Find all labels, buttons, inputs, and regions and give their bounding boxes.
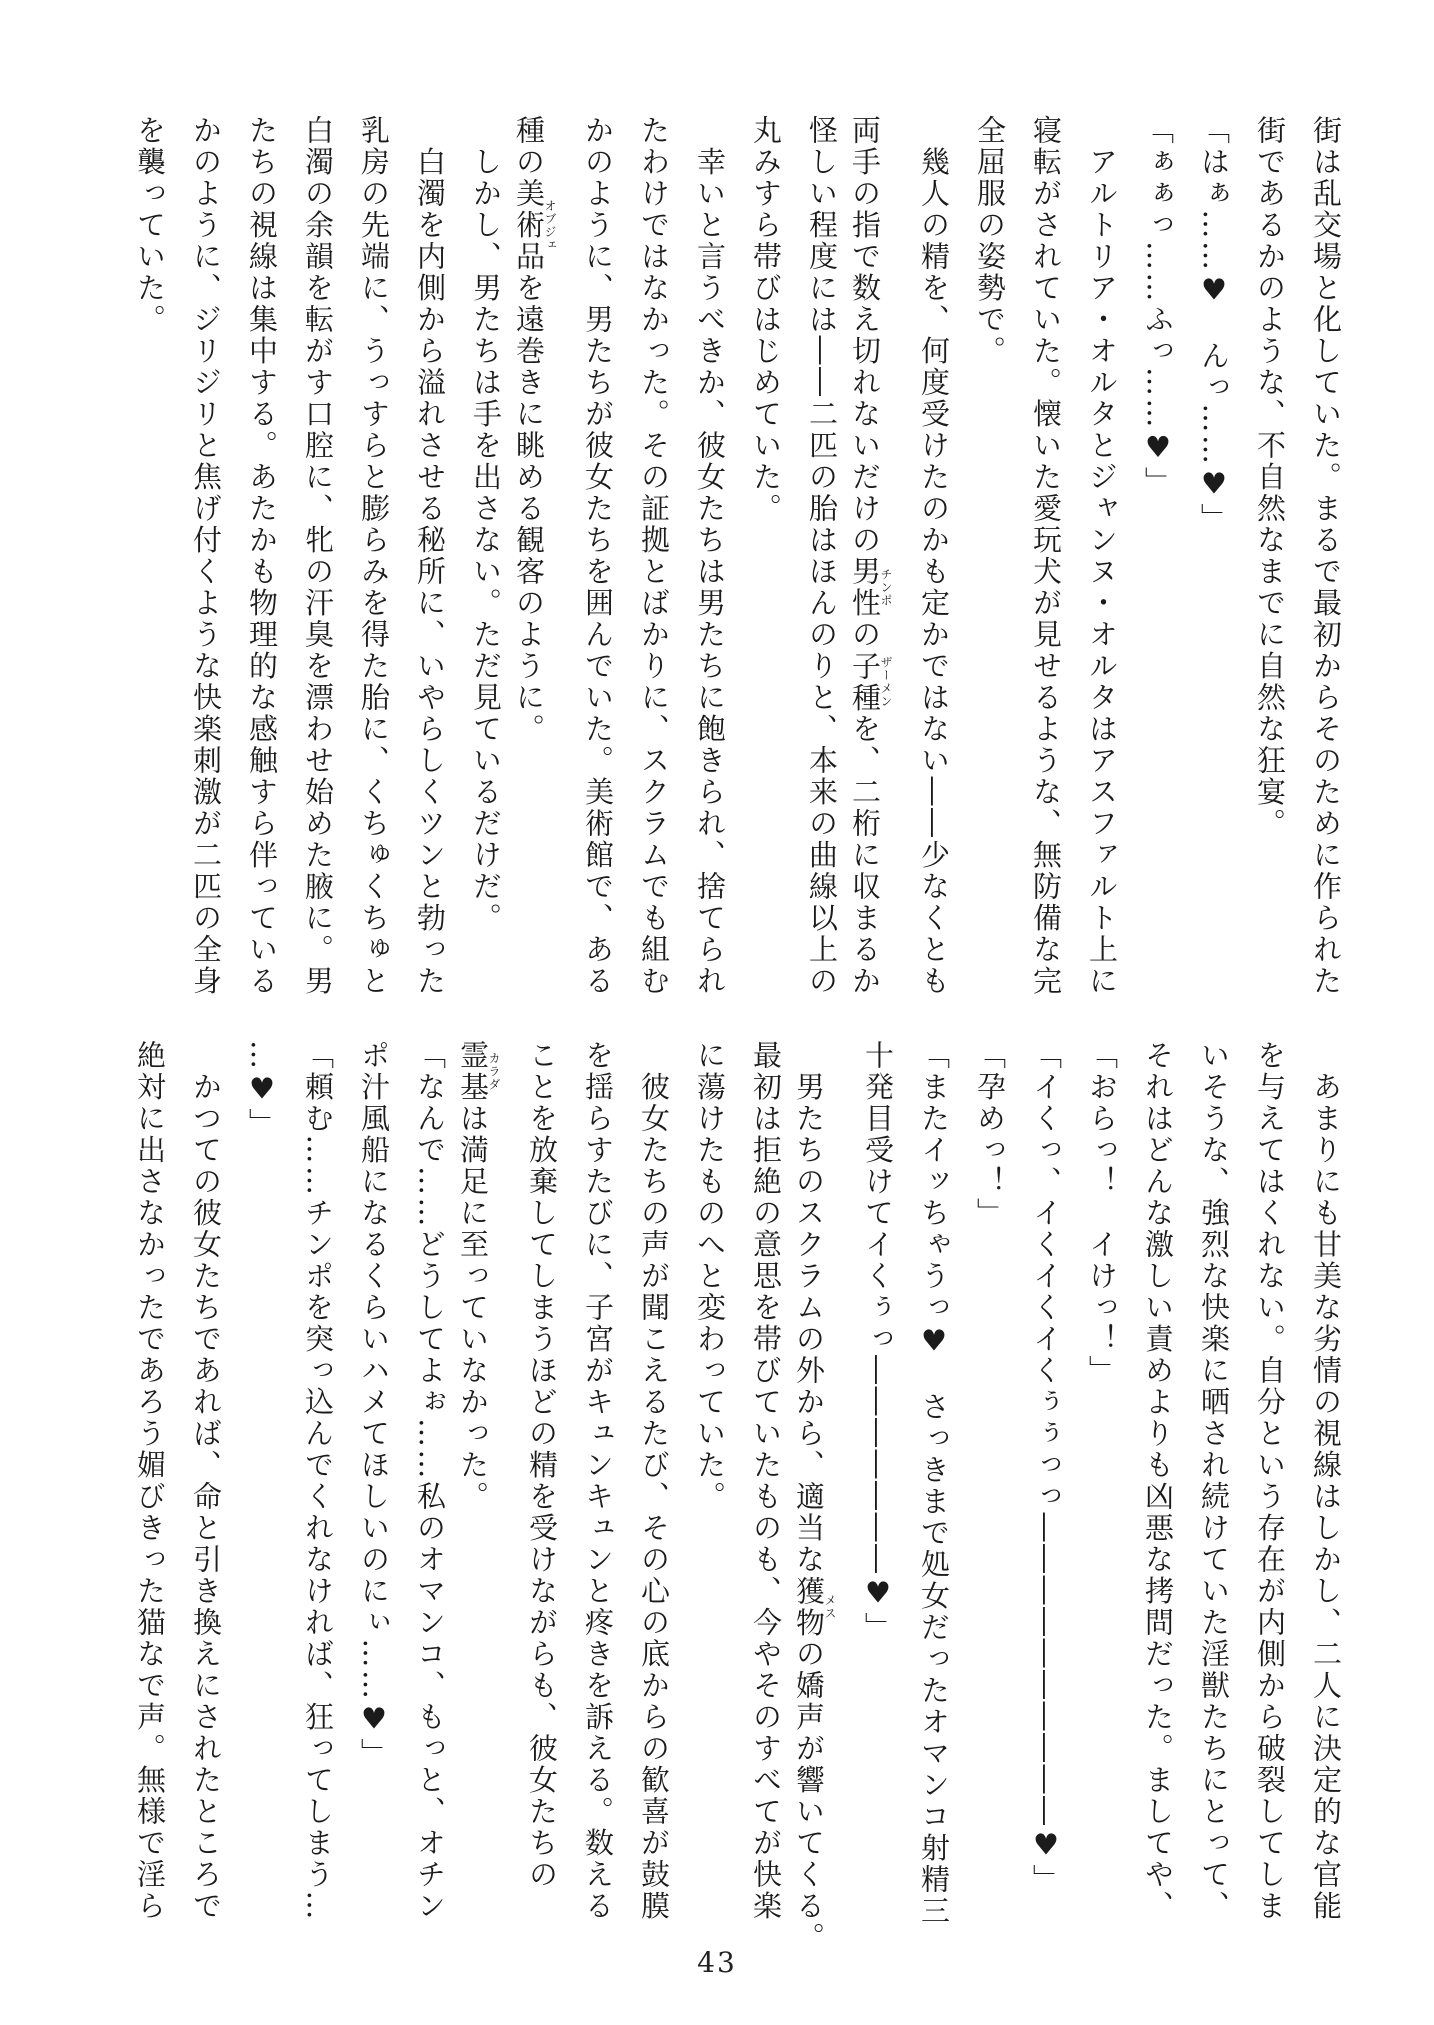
ruby-annotation: 子種ザーメン (848, 650, 893, 714)
text-column: 幸いと言うべきか、彼女たちは男たちに飽きられ、捨てられ (693, 115, 727, 997)
text-column: 白濁の余韻を転がす口腔に、牝の汗臭を漂わせ始めた腋に。男 (301, 115, 335, 997)
text-column: たわけではなかった。その証拠とばかりに、スクラムでも組む (637, 115, 671, 997)
ruby-annotation: 男性チンポ (848, 556, 893, 619)
text-column: を与えてはくれない。自分という存在が内側から破裂してしま (1253, 1040, 1287, 1922)
page-number: 43 (697, 1946, 737, 1979)
text-column: かのように、男たちが彼女たちを囲んでいた。美術館で、ある (581, 115, 615, 997)
text-column: かつての彼女たちであれば、命と引き換えにされたところで (189, 1040, 223, 1922)
text-column: 種の美術品オブジェを遠巻きに眺める観客のように。 (512, 115, 557, 745)
text-column: 「イくっ、イくイくイくぅぅっっ――――――――――♥」 (1029, 1040, 1063, 1896)
ruby-annotation: 美術品オブジェ (512, 178, 557, 273)
text-column: 「なんで……どうしてよぉ……私のオマンコ、もっと、オチン (413, 1040, 447, 1922)
text-column: それはどんな激しい責めよりも凶悪な拷問だった。ましてや、 (1141, 1040, 1175, 1922)
text-column: あまりにも甘美な劣情の視線はしかし、二人に決定的な官能 (1309, 1040, 1343, 1922)
text-column: 十発目受けてイくぅっ―――――――♥」 (861, 1040, 895, 1644)
text-column: 最初は拒絶の意思を帯びていたものも、今やそのすべてが快楽 (749, 1040, 783, 1922)
ruby-annotation: 霊基カラダ (456, 1040, 501, 1103)
text-column: 彼女たちの声が聞こえるたび、その心の底からの歓喜が鼓膜 (637, 1040, 671, 1922)
text-column: 男たちのスクラムの外から、適当な獲物メスの嬌声が響いてくる。 (792, 1040, 837, 1954)
text-column: かのように、ジリジリと焦げ付くような快楽刺激が二匹の全身 (189, 115, 223, 997)
text-column: 怪しい程度には――二匹の胎はほんのりと、本来の曲線以上の (805, 115, 839, 997)
text-column: ポ汁風船になるくらいハメてほしいのにぃ……♥」 (357, 1040, 391, 1770)
text-block-bottom (108, 1040, 1343, 1985)
text-column: たちの視線は集中する。あたかも物理的な感触すら伴っている (245, 115, 279, 997)
text-column: 「おらっ！ イけっ！」 (1085, 1040, 1119, 1387)
text-column: に蕩けたものへと変わっていた。 (693, 1040, 727, 1513)
text-column: 霊基カラダは満足に至っていなかった。 (456, 1040, 501, 1513)
text-column: ことを放棄してしまうほどの精を受けながらも、彼女たちの (525, 1040, 559, 1891)
text-column: 「はぁ……♥ んっ……♥」 (1197, 115, 1231, 535)
text-column: を襲っていた。 (133, 115, 167, 336)
text-block-top (108, 115, 1343, 1030)
text-column: 「またイッちゃうっ♥ さっきまで処女だったオマンコ射精三 (917, 1040, 951, 1927)
text-column: 全屈服の姿勢で。 (973, 115, 1007, 367)
text-column: 絶対に出さなかったであろう媚びきった猫なで声。無様で淫ら (133, 1040, 167, 1922)
text-column: いそうな、強烈な快楽に晒され続けていた淫獣たちにとって、 (1197, 1040, 1231, 1922)
text-column: 寝転がされていた。懐いた愛玩犬が見せるような、無防備な完 (1029, 115, 1063, 997)
text-column: しかし、男たちは手を出さない。ただ見ているだけだ。 (469, 115, 503, 934)
text-column: 白濁を内側から溢れさせる秘所に、いやらしくツンと勃った (413, 115, 447, 997)
text-column: 幾人の精を、何度受けたのかも定かではない――少なくとも (917, 115, 951, 997)
text-column: 「頼む……チンポを突っ込んでくれなければ、狂ってしまう… (301, 1040, 335, 1922)
text-column: 街であるかのような、不自然なまでに自然な狂宴。 (1253, 115, 1287, 840)
text-column: 街は乱交場と化していた。まるで最初からそのために作られた (1309, 115, 1343, 997)
ruby-annotation: 獲物メス (792, 1575, 837, 1639)
text-column: を揺らすたびに、子宮がキュンキュンと疼きを訴える。数える (581, 1040, 615, 1922)
text-column: 乳房の先端に、うっすらと膨らみを得た胎に、くちゅくちゅと (357, 115, 391, 997)
text-column: 丸みすら帯びはじめていた。 (749, 115, 783, 525)
text-column: 「ぁぁっ……ふっ……♥」 (1141, 115, 1175, 498)
text-column: アルトリア・オルタとジャンヌ・オルタはアスファルト上に (1085, 115, 1119, 997)
text-column: …♥」 (245, 1040, 279, 1140)
text-column: 「孕めっ！」 (973, 1040, 1007, 1229)
text-column: 両手の指で数え切れないだけの男性チンポの子種ザーメンを、二桁に収まるか (848, 115, 893, 997)
